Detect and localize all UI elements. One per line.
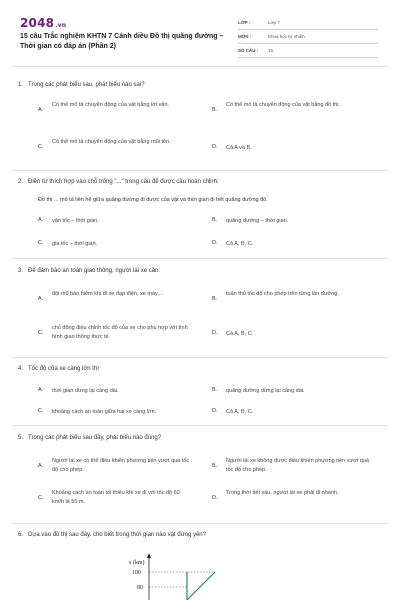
question-text: Dựa vào đồ thị sau đây, cho biết trong thời gian nào vật đứng yên? [28,532,206,538]
option-text: Cả A và B. [226,145,252,151]
option-text: vận tốc – thời gian. [52,218,99,224]
document-header [12,12,388,60]
section-divider [12,258,388,259]
option-letter: A. [38,107,44,113]
question-number: 2. [18,179,24,185]
graph-axis-label: s (km) [129,560,145,566]
option-letter: A. [38,296,44,302]
option-letter: B. [212,217,218,223]
option-letter: C. [38,495,44,501]
graph-series-line [187,572,215,600]
option-text: quãng đường dừng lại càng dài. [226,388,305,394]
option-letter: C. [38,144,44,150]
question-instruction: Đồ thị ... mô tả liên hệ giữa quãng đường đi được của vật và thời gian đi hết quãng đường đó. [38,197,268,203]
option-text: đội mũ bảo hiểm khi đi xe đạp điện, xe máy,... [52,291,164,297]
option-text: khoảng cách an toàn giữa hai xe càng lớn. [52,409,157,415]
option-letter: D. [212,408,218,414]
option-letter: B. [212,107,218,113]
question-text: Trong các phát biểu sau, phát biểu nào sai? [28,82,145,88]
option-letter: D. [212,240,218,246]
question-text: Trong các phát biểu sau đây, phát biểu nào đúng? [28,435,162,441]
meta-value: 15 [268,48,274,53]
question-number: 6. [18,532,24,538]
meta-value: Lớp 7 [268,20,280,25]
meta-row-grade [238,18,378,30]
option-letter: C. [38,330,44,336]
option-letter: D. [212,495,218,501]
distance-time-graph [95,550,225,600]
section-divider [12,170,388,171]
meta-label: MÔN : [238,34,252,39]
question-text: Tốc độ của xe càng lớn thì [28,366,99,372]
option-text: Có thể mô tả chuyển động của vật bằng đồ thị. [226,102,341,108]
option-text: quãng đường – thời gian. [226,218,289,224]
option-letter: C. [38,408,44,414]
option-letter: B. [212,387,218,393]
meta-label: SỐ CÂU : [238,48,259,53]
option-text: tuân thủ tốc độ cho phép trên từng làn đường. [226,291,339,297]
option-text: Cả A, B, C. [226,409,254,415]
option-letter: B. [212,463,218,469]
section-divider [12,66,388,67]
logo-suffix: .vn [55,22,67,29]
graph-y-arrow [147,553,151,558]
option-text: Trong thời tiết xấu, người lái xe phải đi nhanh. [226,490,339,496]
section-divider [12,425,388,426]
question-number: 3. [18,268,24,274]
graph-tick-label: 80 [137,585,143,591]
meta-box [238,18,378,60]
question-number: 5. [18,435,24,441]
option-letter: B. [212,296,218,302]
option-text: Cả A, B, C. [226,331,254,337]
option-text: Người lái xe không được điều khiển phương tiện vượt quá tốc độ cho phép. [226,458,369,473]
question-number: 4. [18,366,24,372]
option-letter: D. [212,330,218,336]
meta-label: LỚP : [238,20,251,25]
option-letter: C. [38,240,44,246]
site-logo[interactable] [20,16,66,30]
option-text: Có thể mô tả chuyển động của vật bằng lời văn. [52,102,170,108]
option-text: gia tốc – thời gian. [52,241,98,247]
document-title: 15 câu Trắc nghiệm KHTN 7 Cánh diều Đồ thị quãng đường – Thời gian có đáp án (Phần 2) [20,33,224,50]
option-text: Khoảng cách an toàn tối thiểu khi xe đi với tốc độ 60 km/h là 55 m. [52,490,180,505]
question-text: Để đảm bảo an toàn giao thông, người lái xe cần: [28,268,161,274]
option-letter: A. [38,387,44,393]
section-divider [12,523,388,524]
meta-row-subject [238,32,378,44]
question-text: Điền từ thích hợp vào chỗ trống "..." trong câu để được câu hoàn chỉnh: [28,179,219,185]
option-letter: D. [212,144,218,150]
meta-row-count [238,46,378,58]
question-number: 1. [18,82,24,88]
option-letter: A. [38,217,44,223]
option-text: Cả A, B, C. [226,241,254,247]
logo-text: 2048 [20,16,55,30]
meta-value: Khoa học tự nhiên [268,34,305,39]
option-letter: A. [38,463,44,469]
option-text: thời gian dừng lại càng dài. [52,388,119,394]
option-text: chủ động điều chỉnh tốc độ của xe cho phù hợp với tình hình giao thông thực tế. [52,325,188,340]
graph-tick-label: 100 [132,570,141,576]
option-text: Có thể mô tả chuyển động của vật bằng mũi tên. [52,139,171,145]
section-divider [12,357,388,358]
option-text: Người lái xe có thể điều khiển phương tiện vượt quá tốc độ cho phép. [52,458,190,473]
